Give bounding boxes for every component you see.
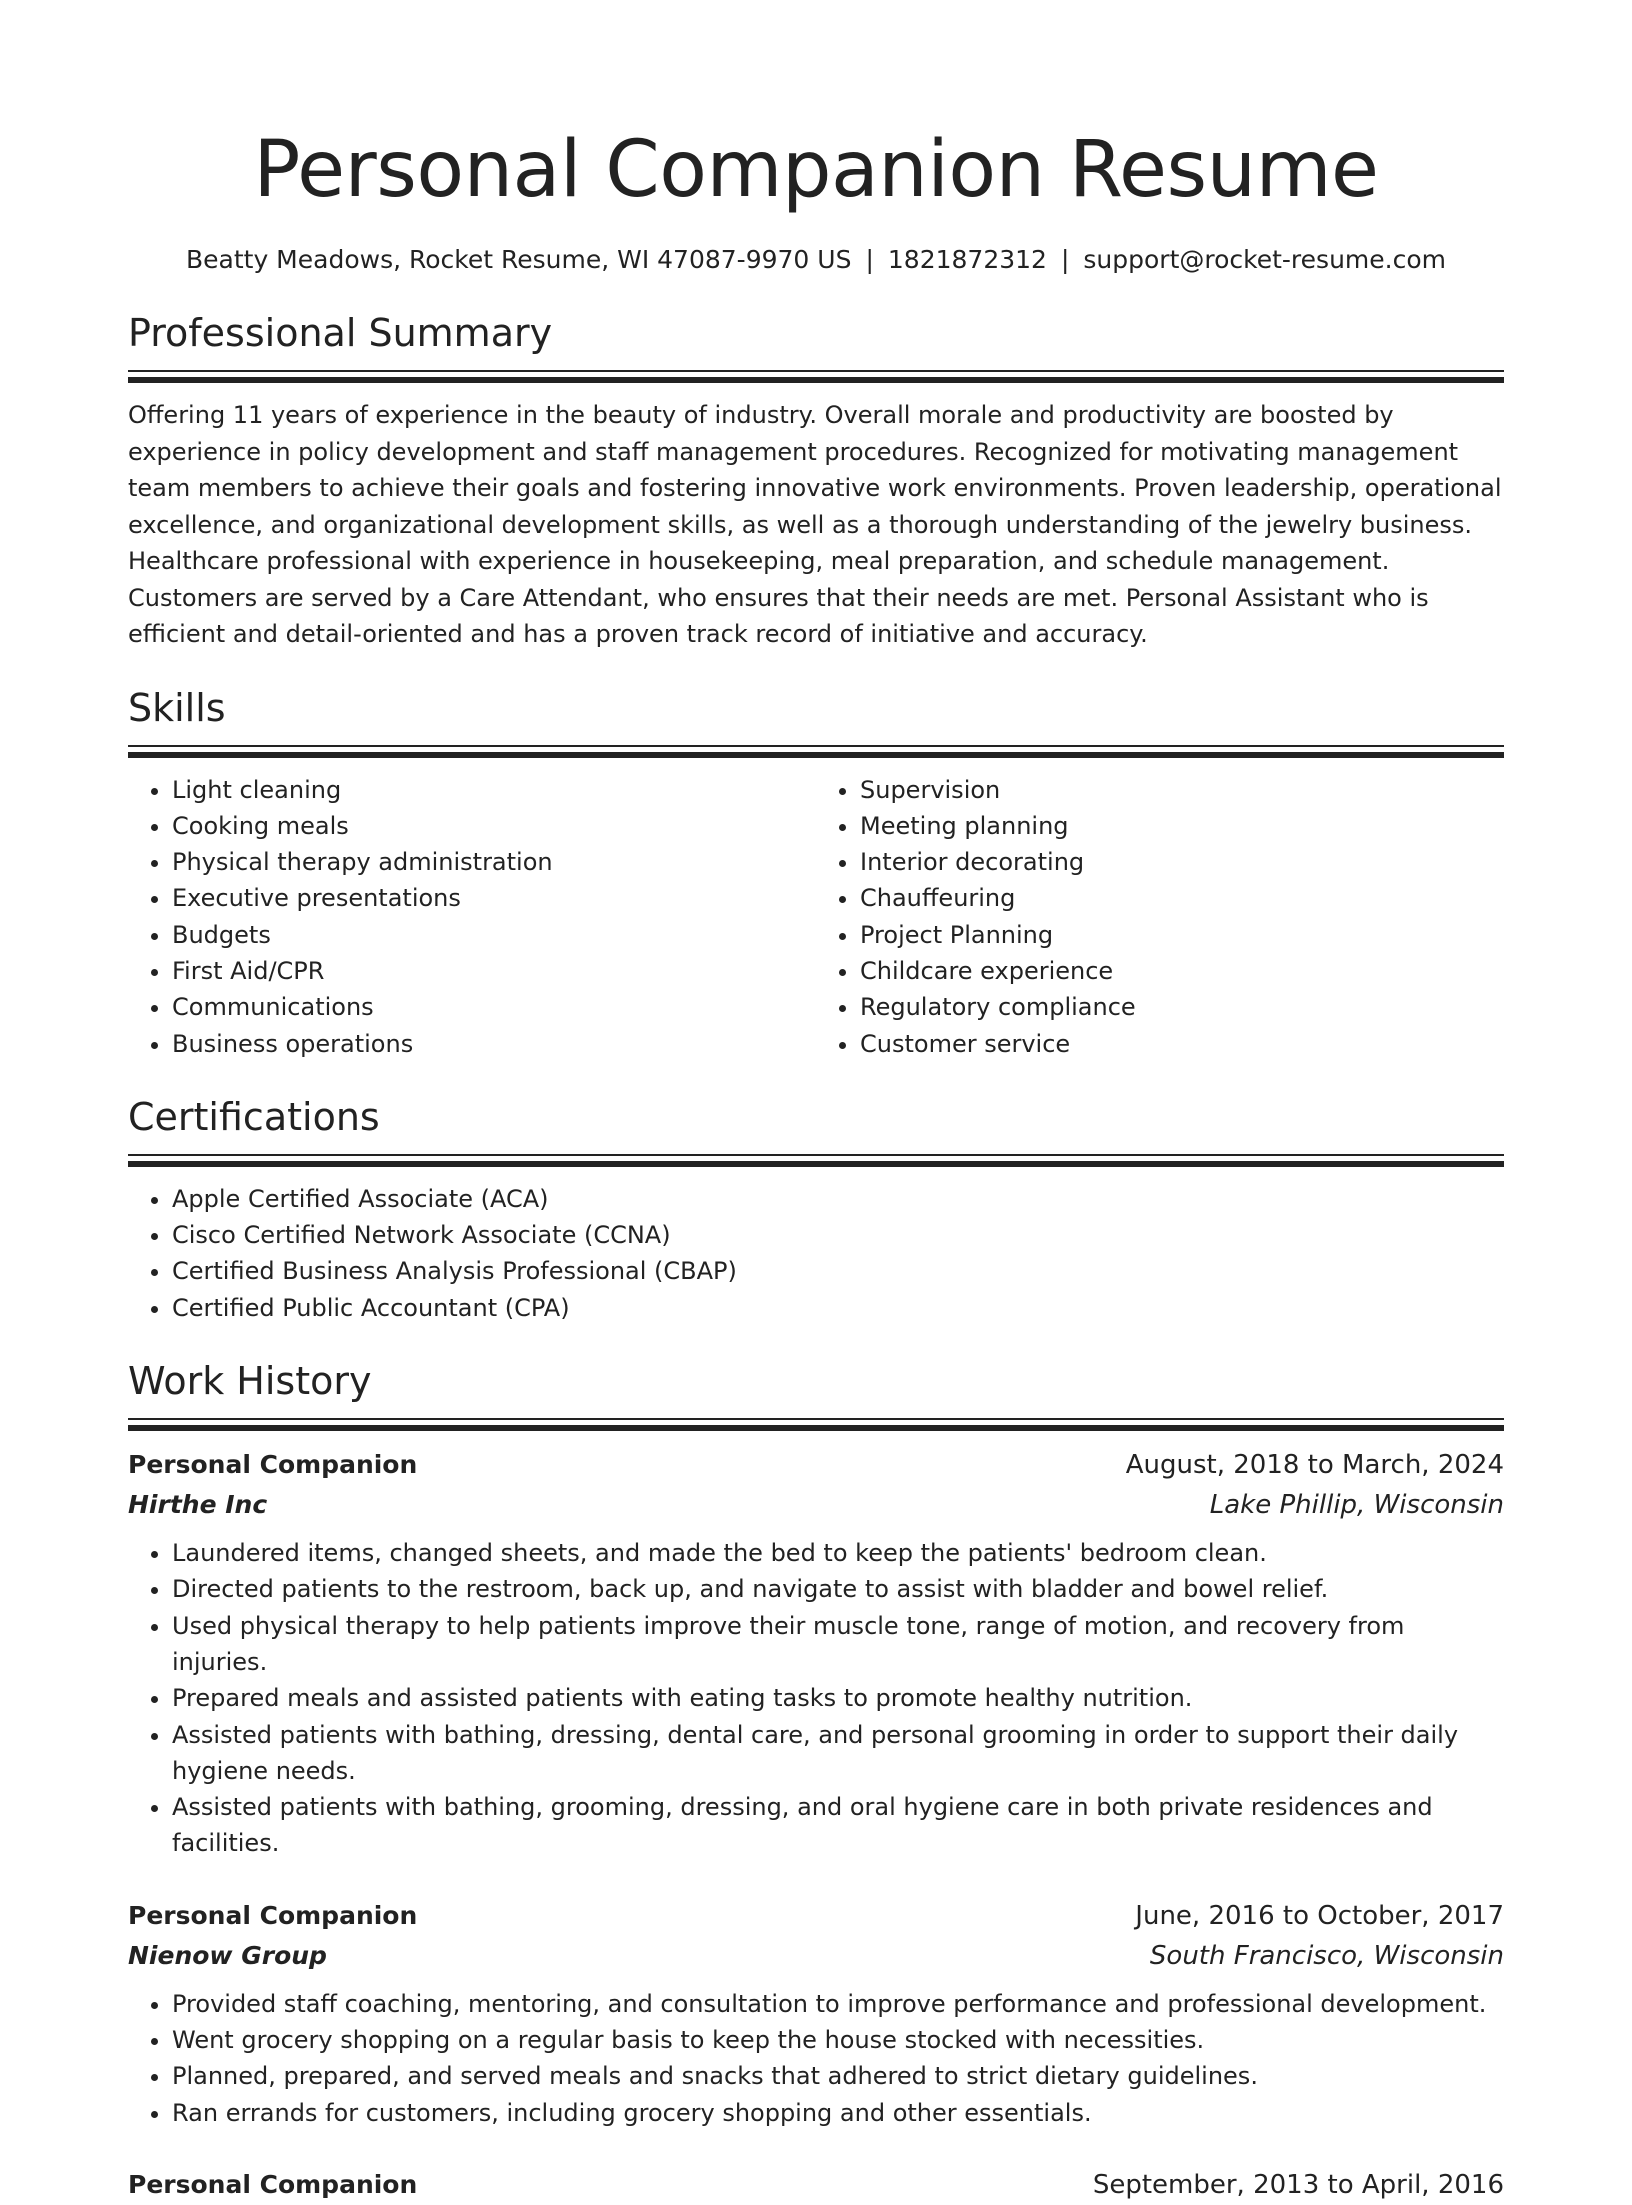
certification-item: • Certified Public Accountant (CPA) <box>172 1290 1504 1326</box>
job-subheader-row <box>128 1485 1504 1525</box>
section-heading-certifications: Certifications <box>128 1094 380 1139</box>
skill-item: • Communications <box>172 989 816 1025</box>
skill-item: • Light cleaning <box>172 772 816 808</box>
job-title: Personal Companion <box>128 1450 418 1480</box>
job-bullet: • Prepared meals and assisted patients with eating tasks to promote healthy nutrition. <box>172 1680 1504 1716</box>
skill-item: • Executive presentations <box>172 880 816 916</box>
section-heading-summary: Professional Summary <box>128 311 553 355</box>
certification-item: • Certified Business Analysis Professional (CBAP) <box>172 1253 1504 1289</box>
job-location: South Francisco, Wisconsin <box>1149 1940 1504 1971</box>
skill-item: • Budgets <box>172 917 816 953</box>
contact-email: support@rocket-resume.com <box>1083 245 1446 274</box>
job-bullet-list <box>128 1986 1504 2131</box>
work-history-section <box>128 1356 1504 2205</box>
skill-item: • Business operations <box>172 1026 816 1062</box>
skill-item: • Regulatory compliance <box>860 989 1504 1025</box>
job-header-row <box>128 2165 1504 2205</box>
summary-section <box>128 308 1504 653</box>
job-bullet: • Planned, prepared, and served meals and snacks that adhered to strict dietary guidelines. <box>172 2058 1504 2094</box>
job-bullet: • Ran errands for customers, including grocery shopping and other essentials. <box>172 2095 1504 2131</box>
skill-item: • Cooking meals <box>172 808 816 844</box>
skill-item: • Project Planning <box>860 917 1504 953</box>
job-dates: September, 2013 to April, 2016 <box>1092 2169 1504 2200</box>
job-bullet-list <box>128 1535 1504 1862</box>
skill-item: • Chauffeuring <box>860 880 1504 916</box>
section-divider <box>128 1154 1504 1167</box>
job-header-row <box>128 1445 1504 1485</box>
contact-separator: | <box>1060 245 1070 274</box>
skill-item: • Physical therapy administration <box>172 844 816 880</box>
skill-item: • Interior decorating <box>860 844 1504 880</box>
section-heading-skills: Skills <box>128 685 226 730</box>
job-subheader-row <box>128 1936 1504 1976</box>
contact-address: Beatty Meadows, Rocket Resume, WI 47087-9970 US <box>185 245 852 274</box>
skill-item: • Childcare experience <box>860 953 1504 989</box>
section-divider <box>128 745 1504 758</box>
job-entry <box>128 1445 1504 1862</box>
job-header-row <box>128 1896 1504 1936</box>
job-company: Nienow Group <box>128 1940 327 1970</box>
job-bullet: • Assisted patients with bathing, dressing, dental care, and personal grooming in order to support their daily hygiene needs. <box>172 1717 1504 1790</box>
job-company: Hirthe Inc <box>128 1490 268 1520</box>
contact-line <box>128 242 1504 278</box>
skill-item: • Meeting planning <box>860 808 1504 844</box>
skills-list-left <box>128 772 816 1062</box>
summary-text: Offering 11 years of experience in the beauty of industry. Overall morale and productivity are boosted by experience in policy development and staff management procedures. Recognized for motivating management team members to achieve their goals and fostering innovative work environments. Proven leadership, operational excellence, and organizational development skills, as well as a thorough understanding of the jewelry business. Healthcare professional with experience in housekeeping, meal preparation, and schedule management. Customers are served by a Care Attendant, who ensures that their needs are met. Personal Assistant who is efficient and detail-oriented and has a proven track record of initiative and accuracy. <box>128 401 1502 648</box>
job-bullet: • Directed patients to the restroom, back up, and navigate to assist with bladder and bowel relief. <box>172 1571 1504 1607</box>
job-dates: June, 2016 to October, 2017 <box>1135 1900 1504 1931</box>
certification-item: • Cisco Certified Network Associate (CCNA) <box>172 1217 1504 1253</box>
skill-item: • Supervision <box>860 772 1504 808</box>
job-bullet: • Used physical therapy to help patients improve their muscle tone, range of motion, and recovery from injuries. <box>172 1608 1504 1681</box>
skills-grid <box>128 772 1504 1062</box>
job-title: Personal Companion <box>128 1900 418 1930</box>
job-entry <box>128 1896 1504 2131</box>
skills-section <box>128 683 1504 1062</box>
skill-item: • Customer service <box>860 1026 1504 1062</box>
certifications-section <box>128 1092 1504 1326</box>
job-location: Lake Phillip, Wisconsin <box>1209 1490 1504 1521</box>
resume-title: Personal Companion Resume <box>253 125 1379 215</box>
skill-item: • First Aid/CPR <box>172 953 816 989</box>
certifications-list <box>128 1181 1504 1326</box>
job-title: Personal Companion <box>128 2169 418 2199</box>
job-bullet: • Went grocery shopping on a regular basis to keep the house stocked with necessities. <box>172 2022 1504 2058</box>
job-entry <box>128 2165 1504 2205</box>
job-bullet: • Provided staff coaching, mentoring, and consultation to improve performance and professional development. <box>172 1986 1504 2022</box>
job-bullet: • Assisted patients with bathing, grooming, dressing, and oral hygiene care in both private residences and facilities. <box>172 1789 1504 1862</box>
skills-list-right <box>816 772 1504 1062</box>
job-bullet: • Laundered items, changed sheets, and made the bed to keep the patients' bedroom clean. <box>172 1535 1504 1571</box>
section-divider <box>128 370 1504 383</box>
certification-item: • Apple Certified Associate (ACA) <box>172 1181 1504 1217</box>
job-dates: August, 2018 to March, 2024 <box>1125 1450 1504 1481</box>
contact-separator: | <box>865 245 874 274</box>
section-divider <box>128 1418 1504 1431</box>
contact-phone: 1821872312 <box>887 245 1047 274</box>
section-heading-work-history: Work History <box>128 1359 372 1404</box>
